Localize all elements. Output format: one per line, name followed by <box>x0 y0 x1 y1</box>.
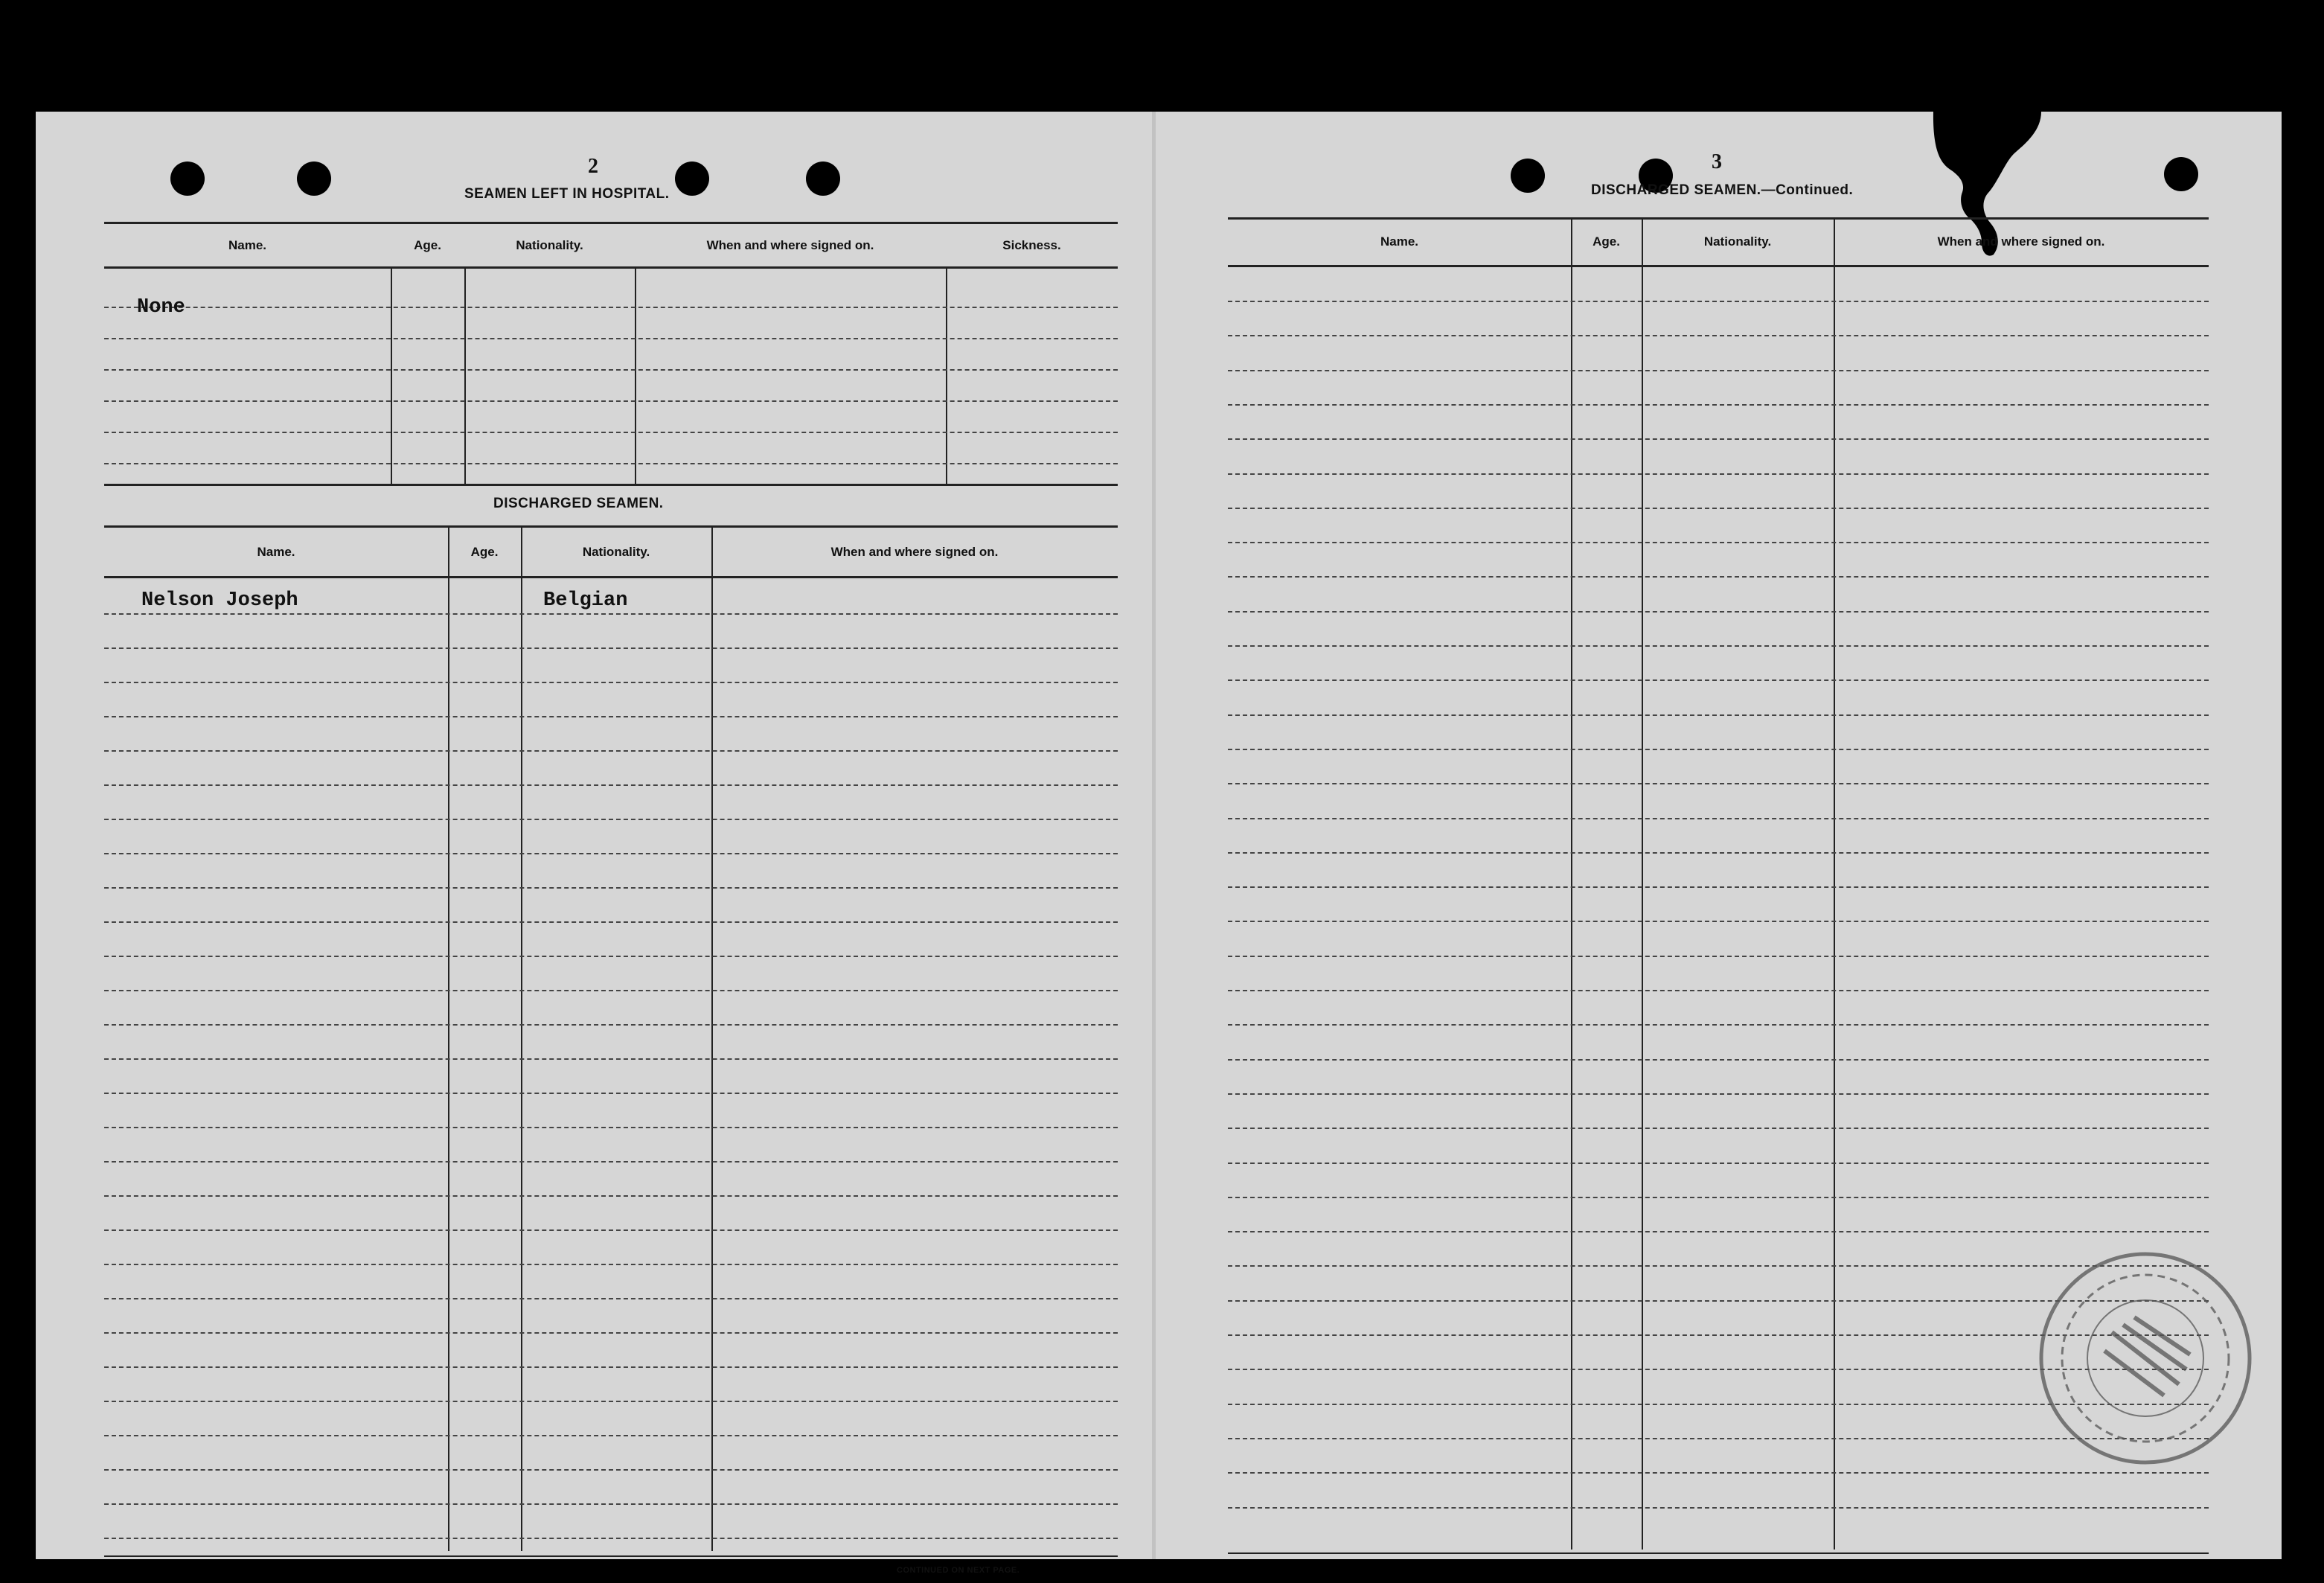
table-bottom-rule <box>104 1555 1118 1557</box>
entry-line <box>104 400 1118 402</box>
punch-hole <box>1511 159 1545 193</box>
entry-line <box>1228 852 2209 854</box>
column-header-age: Age. <box>470 545 499 559</box>
entry-line <box>104 1435 1118 1436</box>
column-header-sickness: Sickness. <box>1002 238 1061 252</box>
entry-line <box>1228 301 2209 302</box>
page-number: 2 <box>588 155 598 178</box>
entry-line <box>1228 1507 2209 1509</box>
entry-line <box>1228 1197 2209 1198</box>
entry-line <box>104 1469 1118 1471</box>
column-divider <box>1571 217 1572 1550</box>
entry-line <box>1228 1231 2209 1232</box>
entry-line <box>1228 542 2209 543</box>
column-divider <box>635 266 636 484</box>
discharged-entry-nationality: Belgian <box>543 589 628 612</box>
left-page <box>36 112 1152 1575</box>
entry-line <box>104 1503 1118 1505</box>
immigration-stamp <box>2030 1243 2261 1474</box>
entry-line <box>104 682 1118 683</box>
entry-line <box>1228 956 2209 957</box>
column-divider <box>521 525 522 1551</box>
entry-line <box>1228 1093 2209 1095</box>
column-header-nationality: Nationality. <box>516 238 583 252</box>
column-divider <box>1642 217 1643 1550</box>
entry-line <box>104 819 1118 820</box>
entry-line <box>104 750 1118 752</box>
entry-line <box>1228 1128 2209 1129</box>
entry-line <box>1228 679 2209 681</box>
column-divider <box>711 525 713 1551</box>
entry-line <box>1228 576 2209 578</box>
entry-line <box>1228 508 2209 509</box>
entry-line <box>104 1366 1118 1368</box>
page-number: 3 <box>1712 150 1722 173</box>
column-header-signed-on: When and where signed on. <box>706 238 874 252</box>
entry-line <box>1228 818 2209 819</box>
hospital-section-title: SEAMEN LEFT IN HOSPITAL. <box>464 186 670 202</box>
column-header-age: Age. <box>1592 234 1620 249</box>
punch-hole <box>675 162 709 196</box>
column-divider <box>946 266 947 484</box>
entry-line <box>104 990 1118 991</box>
punch-hole <box>2164 157 2198 191</box>
entry-line <box>104 1161 1118 1163</box>
table-rule <box>1228 217 2209 220</box>
column-divider <box>448 525 449 1551</box>
entry-line <box>1228 990 2209 991</box>
column-header-signed-on: When and where signed on. <box>1937 234 2105 249</box>
right-page <box>1156 112 2282 1559</box>
entry-line <box>1228 1024 2209 1026</box>
entry-line <box>104 1127 1118 1128</box>
entry-line <box>104 1264 1118 1265</box>
entry-line <box>104 1058 1118 1060</box>
table-rule <box>1228 265 2209 267</box>
entry-line <box>1228 714 2209 716</box>
column-divider <box>1834 217 1835 1550</box>
column-header-age: Age. <box>414 238 441 252</box>
table-bottom-rule <box>1228 1552 2209 1554</box>
entry-line <box>1228 645 2209 647</box>
column-header-nationality: Nationality. <box>582 545 650 559</box>
column-divider <box>464 266 466 484</box>
table-rule <box>104 576 1118 578</box>
entry-line <box>1228 783 2209 784</box>
entry-line <box>104 463 1118 464</box>
entry-line <box>104 921 1118 923</box>
table-rule <box>104 525 1118 528</box>
entry-line <box>1228 611 2209 613</box>
entry-line <box>1228 749 2209 750</box>
entry-line <box>1228 438 2209 440</box>
punch-hole <box>170 162 205 196</box>
entry-line <box>104 1195 1118 1197</box>
entry-line <box>104 1332 1118 1334</box>
discharged-section-title: DISCHARGED SEAMEN. <box>493 496 664 511</box>
punch-hole <box>806 162 840 196</box>
entry-line <box>104 887 1118 889</box>
table-rule <box>104 266 1118 269</box>
entry-line <box>104 1024 1118 1026</box>
entry-line <box>104 1093 1118 1094</box>
entry-line <box>1228 921 2209 922</box>
punch-hole <box>297 162 331 196</box>
entry-line <box>1228 886 2209 888</box>
entry-line <box>104 432 1118 433</box>
entry-line <box>1228 1059 2209 1061</box>
entry-line <box>1228 473 2209 475</box>
entry-line <box>104 716 1118 717</box>
entry-line <box>104 369 1118 371</box>
entry-line <box>104 307 1118 308</box>
hospital-entry-name: None <box>137 296 185 319</box>
continued-note: CONTINUED ON NEXT PAGE. <box>897 1566 1020 1575</box>
column-header-nationality: Nationality. <box>1703 234 1772 249</box>
entry-line <box>104 613 1118 615</box>
entry-line <box>1228 370 2209 371</box>
discharged-entry-name: Nelson Joseph <box>141 589 298 612</box>
entry-line <box>104 784 1118 786</box>
entry-line <box>1228 1163 2209 1164</box>
column-header-signed-on: When and where signed on. <box>830 545 999 559</box>
entry-line <box>1228 335 2209 336</box>
table-rule <box>104 484 1118 486</box>
document-sheet <box>36 112 2282 1575</box>
column-divider <box>391 266 392 484</box>
column-header-name: Name. <box>228 238 267 252</box>
column-header-name: Name. <box>257 545 295 559</box>
discharged-continued-title: DISCHARGED SEAMEN.—Continued. <box>1591 182 1854 198</box>
entry-line <box>104 1298 1118 1299</box>
entry-line <box>104 853 1118 854</box>
entry-line <box>104 956 1118 957</box>
entry-line <box>104 338 1118 339</box>
entry-line <box>104 1401 1118 1402</box>
column-header-name: Name. <box>1380 234 1419 249</box>
entry-line <box>1228 404 2209 406</box>
entry-line <box>104 1229 1118 1231</box>
table-rule <box>104 222 1118 224</box>
entry-line <box>104 1538 1118 1539</box>
entry-line <box>104 647 1118 649</box>
